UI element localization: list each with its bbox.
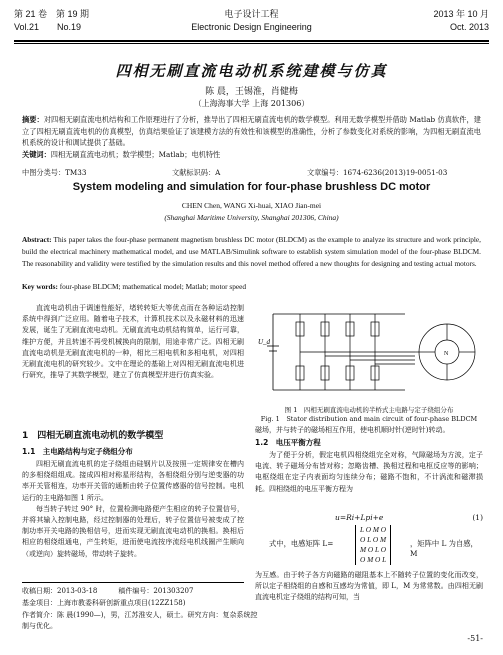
matrix-suffix: ，矩阵中 L 为自感，M	[410, 539, 478, 558]
subsection-1-1-heading: 1.1 主电路结构与定子绕组分布	[22, 447, 133, 456]
volume-en: Vol.21 No.19	[14, 22, 82, 32]
voltage-equation-intro	[255, 450, 483, 495]
matrix-row: M O L O	[360, 545, 387, 554]
inductance-explanation	[255, 570, 483, 604]
figure-1-caption	[255, 406, 483, 424]
header-rule-thin	[14, 43, 489, 44]
authors-en: CHEN Chen, WANG Xi-huai, XIAO Jian-mei	[181, 201, 322, 210]
right-paragraph-3: 为互感。由于转子各方向磁路的磁阻基本上不随转子位置的变化而改变，所以定子相绕组的自感和互感均为常值，即 L，M 为常常数。由四相无刷直流电机定子绕组的结构可知，当	[255, 571, 483, 602]
authors-cn: 陈 晨，王锡淮，肖健梅	[205, 87, 298, 97]
issue-date	[433, 8, 489, 34]
keywords-en	[22, 282, 481, 291]
document-code: 文献标识码：A	[172, 168, 221, 177]
abstract-cn	[22, 114, 481, 160]
matrix-row: O L O M	[360, 535, 387, 544]
affiliation-cn: （上海海事大学 上海 201306）	[193, 99, 310, 108]
abstract-cn-label: 摘要：	[22, 115, 44, 124]
section-1-paragraph-2: 每当转子转过 90° 时，位置检测电路便产生相应的转子位置信号，并将其输入控制电路，经过控制器的处理后，转子位置信号被变成了控制功率开关电路的换相信号，进而实现无刷直流电动机的换相。换相后相应的相绕组通电，产生转矩，进而使电流按序流经电机线圈产生顺向（或逆向）旋转磁场，带动转子旋转。	[22, 504, 244, 558]
right-paragraph-2: 为了便于分析，假定电机四相绕组完全对称，气隙磁场为方波，定子电流、转子磁场分布皆对称；忽略齿槽、换相过程和电枢反应等的影响；电枢绕组在定子内表面均匀连续分布；磁路不饱和，不计涡流和磁滞损耗。四相绕组的电压平衡方程为	[255, 451, 483, 493]
volume-cn: 第 21 卷 第 19 期	[14, 9, 90, 19]
abstract-en-text: This paper takes the four-phase permanent magnetism brushless DC motor (BLDCM) as the example to analyze its structure and work principle, build the electrical machinery mathematical model, and use MATLAB/Simulink software to establish system simulation model of the four-phase BLDCM. The reasonability and validity were testified by the simulation results and this novel method offered a new thoughts for designing and testing actual motors.	[22, 235, 481, 268]
journal-name	[14, 8, 489, 34]
inductance-matrix	[255, 523, 483, 567]
journal-cn: 电子设计工程	[224, 9, 279, 19]
article-number: 文章编号：1674-6236(2013)19-0051-03	[307, 168, 448, 177]
matrix-row: L O M O	[360, 525, 387, 534]
equation-1-text: u=Ri+Lpi+e	[335, 513, 384, 522]
affiliation-en: (Shanghai Maritime University, Shanghai 201306, China)	[164, 213, 339, 222]
footnote-fund: 基金项目：上海市教委科研创新重点项目(12ZZ158)	[22, 599, 186, 607]
title-en: System modeling and simulation for four-phase brushless DC motor	[72, 181, 431, 193]
circuit-diagram	[255, 306, 483, 398]
date-en: Oct. 2013	[449, 22, 489, 32]
subsection-1-2-heading: 1.2 电压平衡方程	[255, 438, 321, 447]
journal-en: Electronic Design Engineering	[191, 22, 312, 32]
keywords-cn-label: 关键词：	[22, 149, 51, 159]
abstract-cn-text: 对四相无刷直流电机结构和工作原理进行了分析，推导出了四相无刷直流电机的数学模型。利用无数学模型并借助 Matlab 仿真软件，建立了四相无刷直流电机的仿真模型，仿真结果验证了该建模方法的有效性和该模型的准确性，分析了参数变化对系统的影响，为四相无刷直流电机系统的设计和调试提供了基础。	[22, 115, 481, 147]
keywords-en-label: Key words:	[22, 282, 58, 291]
footnote-rule	[22, 582, 244, 583]
figure-1	[255, 306, 483, 398]
figure-1-caption-en: Fig. 1 Stator distribution and main circuit of four-phase BLDCM	[260, 415, 478, 423]
matrix-prefix: 式中，电感矩阵 L=	[269, 539, 334, 548]
section-1-body	[22, 459, 244, 558]
abstract-en	[22, 234, 481, 270]
matrix-row: O M O L	[360, 555, 387, 564]
keywords-cn-text: 四相无刷直流电动机；数学模型；Matlab；电机特性	[50, 149, 221, 159]
footnote-received: 收稿日期：2013-03-18 稿件编号：201303207	[22, 587, 194, 595]
intro-section	[22, 303, 244, 381]
ud-label: U_d	[258, 338, 271, 346]
date-cn: 2013 年 10 月	[433, 9, 489, 19]
equation-1-number: (1)	[472, 513, 483, 522]
right-paragraph-1: 磁场，并与转子的磁场相互作用，使电机顺时针(逆时针)转动。	[255, 426, 450, 434]
svg-text:N: N	[444, 351, 449, 357]
clc-number: 中图分类号：TM33	[22, 168, 87, 177]
abstract-en-label: Abstract:	[22, 235, 52, 244]
right-column-continuation	[255, 425, 483, 436]
section-1-paragraph-1: 四相无刷直流电机的定子绕组由硅钢片以及按照一定规律安在槽内的多相绕组组成。接成四相对称星形结构，各相绕组分别与逆变器的功率开关管相连，功率开关管的通断由转子位置传感器的信号控制。电机运行的主电路如图 1 所示。	[22, 460, 244, 502]
figure-1-caption-cn: 图 1 四相无刷直流电动机的半桥式主电路与定子绕组分布	[284, 406, 454, 414]
keywords-en-text: four-phase BLDCM; mathematical model; Matlab; motor speed	[59, 282, 246, 291]
footnote-author: 作者简介：陈 晨(1990—)，男，江苏淮安人，硕士。研究方向：复杂系统控制与优化。	[22, 611, 258, 630]
intro-paragraph: 直流电动机由于调速性能好，堵转转矩大等优点而在各种运动控制系统中得到广泛应用。随着电子技术，计算机技术以及永磁材料的迅速发展，诞生了无刷直流电动机。无刷直流电动机结构简单，运行可靠，维护方便，并且转速不再受机械换向的限制，用途非常广泛。四相无刷直流电动机是无刷直流电机的一种，相比三相电机和多相电机，对四相无刷直流电机的研究较少。文中在理论的基础上对四相无刷直流电机进行研究，推导了其数学模型，建立了仿真模型并进行仿真实验。	[22, 304, 244, 380]
running-header	[14, 8, 489, 42]
page-number: -51-	[467, 634, 483, 643]
title-cn: 四相无刷直流电动机系统建模与仿真	[115, 62, 388, 80]
header-rule	[14, 40, 489, 42]
matrix-body	[355, 525, 391, 565]
section-1-heading: 1 四相无刷直流电动机的数学模型	[22, 431, 164, 441]
